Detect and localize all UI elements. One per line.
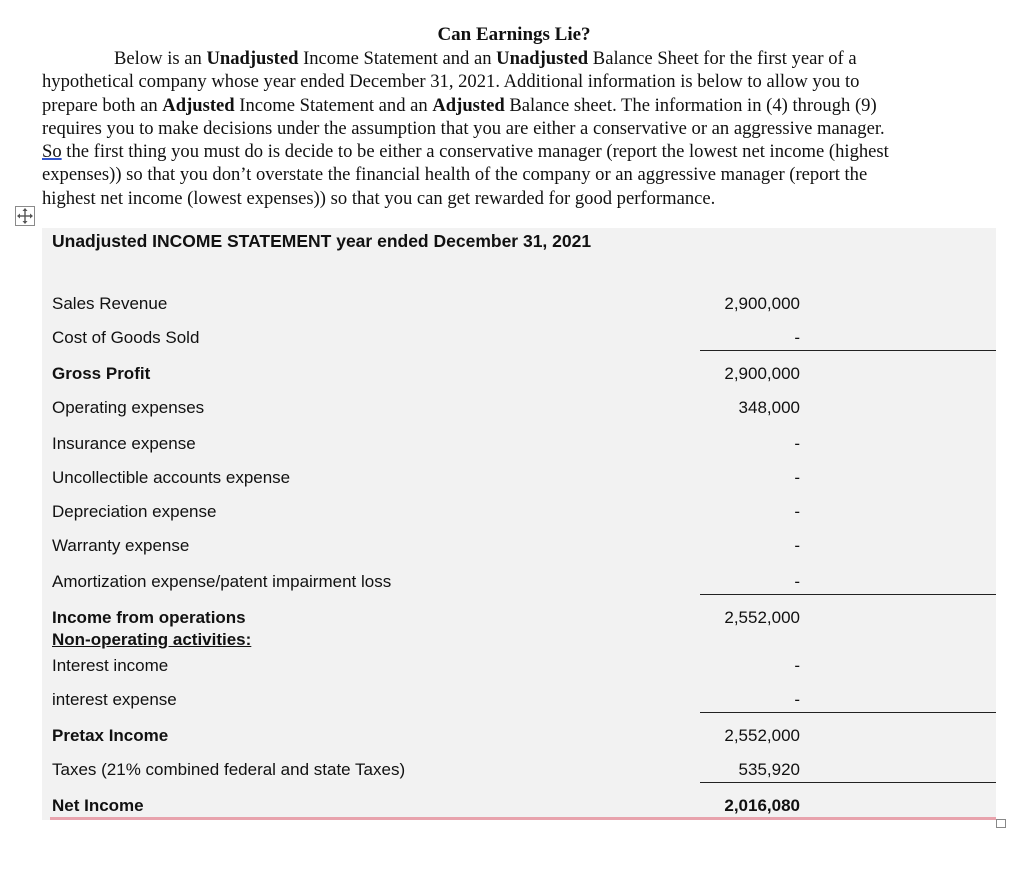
row-label: Net Income (52, 796, 144, 815)
row-label: Taxes (21% combined federal and state Taxes) (52, 760, 406, 779)
row-value: 535,920 (738, 760, 800, 779)
paragraph-line-2: hypothetical company whose year ended December 31, 2021. Additional information is below to allow you to (42, 71, 860, 93)
row-value: - (794, 502, 800, 521)
paragraph-line-4: requires you to make decisions under the assumption that you are either a conservative or an aggressive manager. (42, 117, 885, 139)
row-label: Cost of Goods Sold (52, 328, 200, 347)
row-value: - (794, 328, 800, 347)
row-value: 2,900,000 (724, 364, 800, 383)
row-value: - (794, 572, 800, 591)
row-label: Pretax Income (52, 726, 169, 745)
paragraph-line-3: prepare both an Adjusted Income Statement and an Adjusted Balance sheet. The information in (4) through (9) (42, 94, 877, 116)
row-label: Gross Profit (52, 364, 151, 383)
row-value: - (794, 690, 800, 709)
table-move-handle-icon[interactable] (15, 206, 35, 226)
row-label: Income from operations (52, 608, 246, 627)
subtotal-rule (700, 350, 996, 351)
row-value: 2,016,080 (724, 796, 800, 815)
section-heading: Non-operating activities: (52, 630, 252, 649)
row-value: 348,000 (738, 398, 800, 417)
row-value: 2,552,000 (724, 726, 800, 745)
paragraph-line-6: expenses)) so that you don’t overstate the financial health of the company or an aggressive manager (report the (42, 164, 868, 186)
row-value: 2,900,000 (724, 294, 800, 313)
row-value: - (794, 434, 800, 453)
table-bottom-border (50, 817, 996, 820)
paragraph-line-5: So the first thing you must do is decide to be either a conservative manager (report the lowest net income (highest (42, 141, 889, 163)
document-title: Can Earnings Lie? (437, 24, 591, 45)
subtotal-rule (700, 782, 996, 783)
paragraph-line-7: highest net income (lowest expenses)) so that you can get rewarded for good performance. (42, 187, 716, 209)
row-value: - (794, 656, 800, 675)
row-value: 2,552,000 (724, 608, 800, 627)
row-label: Uncollectible accounts expense (52, 468, 291, 487)
paragraph-line-1: Below is an Unadjusted Income Statement and an Unadjusted Balance Sheet for the first year of a (114, 48, 857, 69)
row-label: Amortization expense/patent impairment loss (52, 572, 392, 591)
row-value: - (794, 468, 800, 487)
row-label: Sales Revenue (52, 294, 168, 313)
row-label: interest expense (52, 690, 177, 709)
row-label: Interest income (52, 656, 169, 675)
income-statement-table (42, 228, 996, 820)
row-value: - (794, 536, 800, 555)
row-label: Warranty expense (52, 536, 190, 555)
table-resize-handle-icon[interactable] (996, 819, 1006, 828)
income-statement-heading: Unadjusted INCOME STATEMENT year ended December 31, 2021 (52, 231, 592, 251)
subtotal-rule (700, 594, 996, 595)
row-label: Depreciation expense (52, 502, 217, 521)
row-label: Operating expenses (52, 398, 205, 417)
grammar-flag-word[interactable]: So (42, 141, 62, 163)
row-label: Insurance expense (52, 434, 196, 453)
subtotal-rule (700, 712, 996, 713)
intro-paragraph (42, 47, 972, 210)
